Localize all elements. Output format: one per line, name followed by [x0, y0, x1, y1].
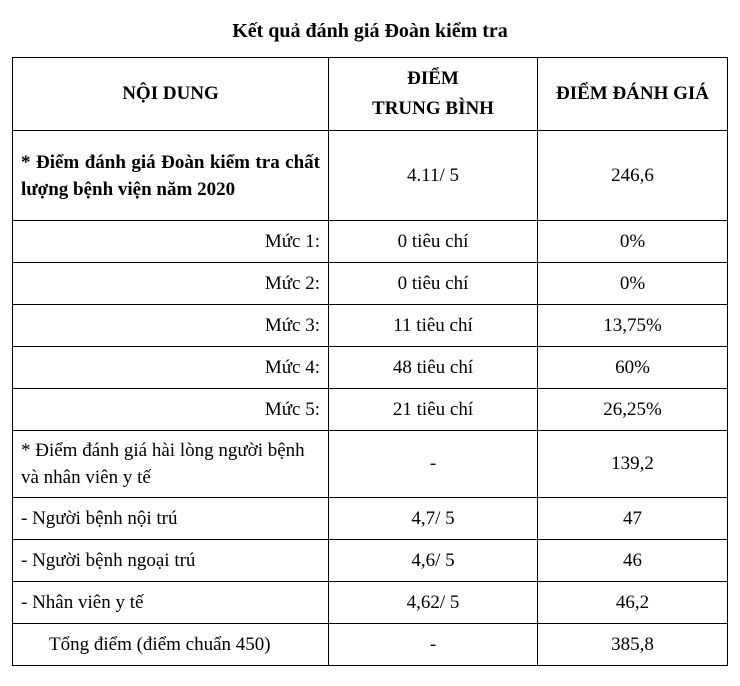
header-average-line1: ĐIỂM	[407, 68, 459, 89]
header-row	[13, 58, 728, 131]
header-average-line2: TRUNG BÌNH	[372, 98, 494, 119]
row-average: 4,6/ 5	[329, 540, 538, 582]
row-score: 60%	[538, 347, 728, 389]
row-score: 0%	[538, 221, 728, 263]
row-label: Mức 5:	[13, 389, 329, 431]
row-score: 246,6	[538, 131, 728, 221]
results-table	[12, 57, 728, 666]
row-label: Mức 1:	[13, 221, 329, 263]
row-label: - Người bệnh nội trú	[13, 498, 329, 540]
row-score: 46,2	[538, 582, 728, 624]
row-average: 21 tiêu chí	[329, 389, 538, 431]
row-average: 0 tiêu chí	[329, 263, 538, 305]
table-row	[13, 221, 728, 263]
table-row	[13, 540, 728, 582]
total-row	[13, 624, 728, 666]
header-average	[329, 58, 538, 131]
table-row	[13, 131, 728, 221]
table-row	[13, 582, 728, 624]
row-label: Mức 4:	[13, 347, 329, 389]
table-row	[13, 263, 728, 305]
row-average: 0 tiêu chí	[329, 221, 538, 263]
row-average: 4.11/ 5	[329, 131, 538, 221]
row-score: 13,75%	[538, 305, 728, 347]
row-label: Tổng điểm (điểm chuẩn 450)	[13, 624, 329, 666]
row-average: -	[329, 624, 538, 666]
row-label: * Điểm đánh giá hài lòng người bệnh và nhân viên y tế	[13, 431, 329, 498]
row-score: 139,2	[538, 431, 728, 498]
row-average: 4,7/ 5	[329, 498, 538, 540]
row-score: 47	[538, 498, 728, 540]
table-title: Kết quả đánh giá Đoàn kiểm tra	[232, 20, 508, 42]
row-score: 26,25%	[538, 389, 728, 431]
table-row	[13, 389, 728, 431]
table-row	[13, 431, 728, 498]
row-score: 385,8	[538, 624, 728, 666]
row-average: 11 tiêu chí	[329, 305, 538, 347]
row-score: 46	[538, 540, 728, 582]
row-score: 0%	[538, 263, 728, 305]
row-average: 4,62/ 5	[329, 582, 538, 624]
row-label: Mức 2:	[13, 263, 329, 305]
table-row	[13, 305, 728, 347]
row-average: 48 tiêu chí	[329, 347, 538, 389]
header-score: ĐIỂM ĐÁNH GIÁ	[538, 58, 728, 131]
table-row	[13, 498, 728, 540]
row-label: Mức 3:	[13, 305, 329, 347]
row-label: - Người bệnh ngoại trú	[13, 540, 329, 582]
row-average: -	[329, 431, 538, 498]
header-content: NỘI DUNG	[13, 58, 329, 131]
row-label: * Điểm đánh giá Đoàn kiểm tra chất lượng bệnh viện năm 2020	[13, 131, 329, 221]
table-row	[13, 347, 728, 389]
row-label: - Nhân viên y tế	[13, 582, 329, 624]
